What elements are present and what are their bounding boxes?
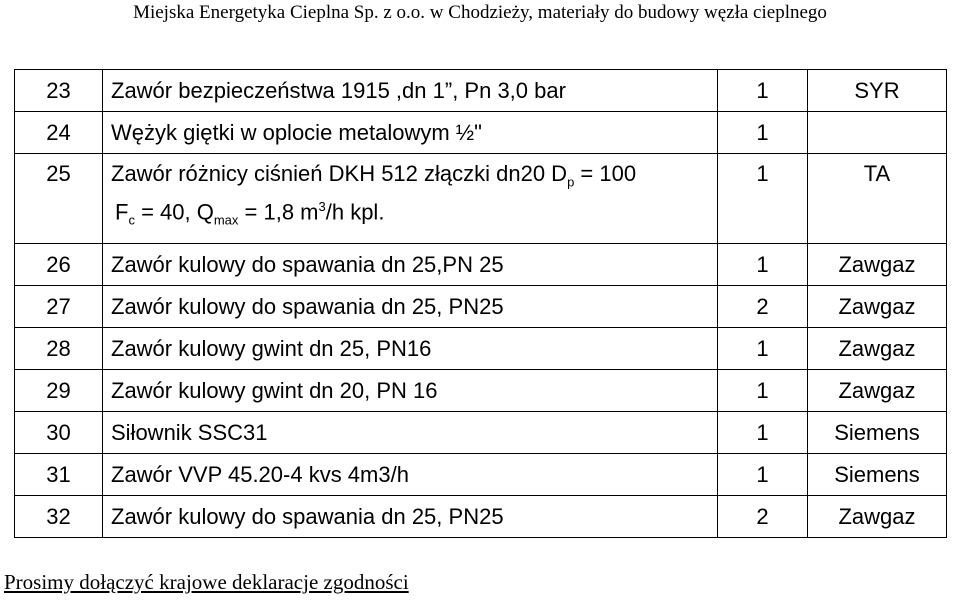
table-row bbox=[15, 154, 947, 244]
row-manufacturer: Zawgaz bbox=[808, 286, 947, 328]
row-manufacturer: Siemens bbox=[808, 412, 947, 454]
footer-note: Prosimy dołączyć krajowe deklaracje zgodności bbox=[4, 570, 409, 594]
materials-table bbox=[14, 69, 947, 538]
page-header: Miejska Energetyka Cieplna Sp. z o.o. w Chodzieży, materiały do budowy węzła cieplnego bbox=[133, 2, 827, 23]
row-description: Zawór kulowy gwint dn 20, PN 16 bbox=[103, 370, 718, 412]
row-quantity: 1 bbox=[718, 70, 808, 112]
table-row bbox=[15, 496, 947, 538]
row-quantity: 1 bbox=[718, 154, 808, 244]
row-description: Wężyk giętki w oplocie metalowym ½" bbox=[103, 112, 718, 154]
row-manufacturer: Zawgaz bbox=[808, 244, 947, 286]
row-quantity: 1 bbox=[718, 112, 808, 154]
row-manufacturer: TA bbox=[808, 154, 947, 244]
row-number: 25 bbox=[15, 154, 103, 244]
table-row bbox=[15, 370, 947, 412]
row-quantity: 2 bbox=[718, 286, 808, 328]
row-description bbox=[103, 154, 718, 244]
row-quantity: 2 bbox=[718, 496, 808, 538]
description-line-1: Zawór różnicy ciśnień DKH 512 złączki dn20 $D_p = 100$ bbox=[111, 161, 637, 190]
row-quantity: 1 bbox=[718, 370, 808, 412]
row-manufacturer: Zawgaz bbox=[808, 370, 947, 412]
row-quantity: 1 bbox=[718, 328, 808, 370]
table-row bbox=[15, 286, 947, 328]
row-manufacturer: Siemens bbox=[808, 454, 947, 496]
row-description: Zawór kulowy do spawania dn 25, PN25 bbox=[103, 496, 718, 538]
row-quantity: 1 bbox=[718, 244, 808, 286]
row-manufacturer: Zawgaz bbox=[808, 496, 947, 538]
row-number: 29 bbox=[15, 370, 103, 412]
row-description: Zawór bezpieczeństwa 1915 ,dn 1”, Pn 3,0 bar bbox=[103, 70, 718, 112]
row-manufacturer bbox=[808, 112, 947, 154]
row-number: 27 bbox=[15, 286, 103, 328]
row-number: 28 bbox=[15, 328, 103, 370]
row-manufacturer: SYR bbox=[808, 70, 947, 112]
row-manufacturer: Zawgaz bbox=[808, 328, 947, 370]
table-row bbox=[15, 454, 947, 496]
row-description: Zawór kulowy do spawania dn 25,PN 25 bbox=[103, 244, 718, 286]
row-description: Zawór kulowy gwint dn 25, PN16 bbox=[103, 328, 718, 370]
row-description: Siłownik SSC31 bbox=[103, 412, 718, 454]
table-row bbox=[15, 244, 947, 286]
row-number: 30 bbox=[15, 412, 103, 454]
description-line-2: $F_c = 40$, $Q_{max} = 1,8$ $m^3/h$ kpl. bbox=[115, 199, 385, 229]
row-number: 23 bbox=[15, 70, 103, 112]
row-quantity: 1 bbox=[718, 412, 808, 454]
row-description: Zawór VVP 45.20-4 kvs 4m3/h bbox=[103, 454, 718, 496]
table-row bbox=[15, 412, 947, 454]
row-description: Zawór kulowy do spawania dn 25, PN25 bbox=[103, 286, 718, 328]
row-number: 31 bbox=[15, 454, 103, 496]
row-number: 32 bbox=[15, 496, 103, 538]
row-number: 26 bbox=[15, 244, 103, 286]
table-row bbox=[15, 70, 947, 112]
table-row bbox=[15, 112, 947, 154]
table-row bbox=[15, 328, 947, 370]
row-number: 24 bbox=[15, 112, 103, 154]
row-quantity: 1 bbox=[718, 454, 808, 496]
